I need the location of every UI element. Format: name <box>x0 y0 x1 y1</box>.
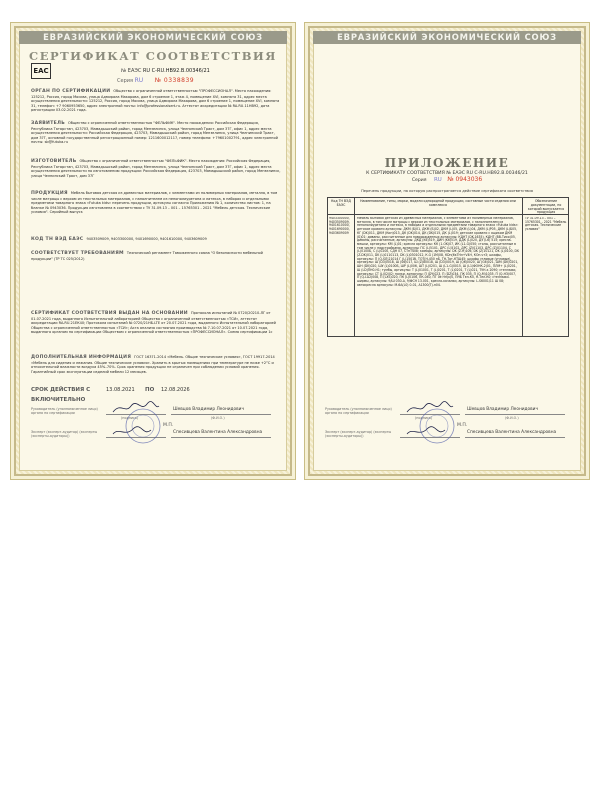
section-heading: СЕРТИФИКАТ СООТВЕТСТВИЯ ВЫДАН НА ОСНОВАНИИ <box>31 311 188 316</box>
section-text: Общество с ограниченной ответственностью "ФЕЛЬФИК". Место нахождения: Российская Федерация, Республика Татарстан, 423703, Мамадышский район, город Мензелинск, улица Челнинский Тракт, дом 37Г, офис 1, адрес места осуществления деятельности: Российская Федерация, 423703, Мамадышский район, город Мензелинск, улица Челнинский Тракт, дом 37Г, основной государственный регистрационный номер: 1211600012117, номер телефона: +79601002791, адрес электронной почты: sb@futuka.ru <box>31 121 278 145</box>
inclusive-label: ВКЛЮЧИТЕЛЬНО <box>31 397 86 403</box>
head-name-line <box>465 414 565 415</box>
expert-name-line <box>171 437 271 438</box>
certificate-page <box>10 22 296 480</box>
section-organ <box>31 89 281 113</box>
section-text: Общество с ограниченной ответственностью "ФЕЛЬФИК". Место нахождения: Российская Федерация, Республика Татарстан, 423703, Мамадышский район, город Мензелинск, улица Челнинский Тракт, дом 37Г, офис 1, адрес места осуществления деятельности по изготовлению продукции: Российская Федерация, 423703, Мамадышский район, город Мензелинск, улица Челнинский Тракт, дом 37Г <box>31 159 281 178</box>
name-hint: (Ф.И.О.) <box>505 416 519 420</box>
series-value: RU <box>134 77 144 84</box>
name-hint: (Ф.И.О.) <box>211 416 225 420</box>
validity-label: СРОК ДЕЙСТВИЯ С <box>31 387 91 393</box>
signature-hint: (подпись) <box>121 416 139 420</box>
section-product <box>31 191 281 215</box>
cert-ref-label: К СЕРТИФИКАТУ СООТВЕТСТВИЯ № ЕАЭС <box>366 171 465 176</box>
table-cell-docs: ТУ 31.09.13 – 001 – 15765301 - 2021 "Мебель детская. Технические условия" <box>525 217 567 232</box>
registration-value: RU C-RU.НВ92.В.00346/21 <box>142 68 210 74</box>
seal-stamp-icon <box>123 406 163 446</box>
registration-label: № ЕАЭС <box>121 68 142 74</box>
section-heading: ПРОДУКЦИЯ <box>31 191 68 196</box>
stamp-place: М.П. <box>163 423 174 428</box>
union-banner: ЕВРАЗИЙСКИЙ ЭКОНОМИЧЕСКИЙ СОЮЗ <box>19 31 287 44</box>
table-cell-products: Мебель бытовая детская из древесных материалов, с элементами из полимерных материалов, металла, в том числе матрацы с верхом из текстильных материалов, с наполнителем из пенополиуретана и латекса, в наборах и отдельными предметами товарного знака «Futuka kids»: детские кровати артикулы: ДКМ (Б)01, ДКМ (Б)02, ДКМ (L)05, ДКМ (L)04, ДКМ (L)Р05, ДКМ (L)Б05, КГ (DK)011, ДКМ (Кин)013, ДК (DK)014, ДК (DK)015, ДК (L)019; детские кровати с ящиком ДКМ (Б)01; диваны, рассчитанные для новорожденных артикулы: КДНТ (DK-1635), КДНТ (ВВ-Тихо)05, диваны, рассчитанные, артикулы: ДКД (K6)519, ДИН (K6)519, ДДК (L)020, ДУ (L6) 515; кресла-мешки, артикулы: КМ (L)01; кресла артикулы: КК (1-OK)07, ИК (L1-G)050; столы, рассчитанные в том числе с надстройками, артикулы: ПС (L)5101, ДРС (L)5102, ДРС (Z)01103, ДРС (Z)01104, С (L)0100Б, С (L)0200, СДН 07, СТнТ408; комоды, артикулы: DK (Z-Н)106, DK (Z)10121, DK (L)0100, DK (Z-DK)011, DK (L)0110113, DK (L)0301012, К.G (1M)08, КDн(6кТНл+V4Н, КОн-чт3; шкафы, артикулы: П (Q-SЛ)21014 Г (L)1501б, ТОТ(Н-450 нБ, ТН-Тот-КТШ45; шкафы угловые (угловые), артикулы: Ш (DЗ)0018, Ш (S6)017, Ш (Z)80018, Ш (DЗ)0019, Ш (Q6)0020, Ш (G6)021, ШМ (DK)0201, ШН (DK)020, ШУ (L)0100Б, ШР (L)006, ШТ (L)0201, Ш (L1-G)0015, Ш (L1/ФОНК-2)01, ПЛМ+ (L)0201, Ш (LD)ПН0-Н1; тумбы, артикулы: Т (L)01001, Т (L)0201, Т (L)0201, Т (L)021, ТУН-к 2090; стеллажи, артикулы: СТ (L)02/02; полки, артикулы: П (DY)023, П (DZ)034, ПК 035, П (Q-М)1035, П (Q-НЗ)007, П (Q-LA2)008, П (LXS)020, ПК (L)0106, ПК-040, ПГ 0е Нн(к)0, ПНБ Тел-К0, Н-Тел-К0; стеллажи-ширмы, артикулы: 9/Ш 030-А, 9/ФСН 13.001, кресла-качалки, артикулы: L-S6001/11 Ш 08; автокресла артикулы: М-6А(L0) 0-01, А1300(Т)-н04. <box>357 217 519 287</box>
section-text: Протокола испытаний № 0720/20210-ЛГ от 01.07.2021 года, выданного Испытательной лабораторией Общества с ограниченной ответственностью «ТСИ», аттестат аккредитации RA.RU.21ЕК40; Протокола испытаний № 0720/21НБ-LTE от 20.07.2021 года, выданного Испытательной лабораторией Общества с ограниченной ответственностью «ТСИ»; Акта анализа состояния производства № 7.10.07.2021 от 10.07.2021 года, выданного органом по сертификации Обществом с ограниченной ответственностью «ПРОФЕССИОНАЛ». Схема сертификации 1с <box>31 311 276 335</box>
section-heading: КОД ТН ВЭД ЕАЭС <box>31 237 84 242</box>
table-cell-codes: 9403300000, 9403509009, 9401610000, 9401690000, 9403609009 <box>329 217 350 235</box>
form-number: № 0943036 <box>447 176 483 183</box>
section-text: Технический регламент Таможенного союза "О безопасности мебельной продукции" (ТР ТС 025/2012) <box>31 251 263 261</box>
series-label: Серия <box>117 78 133 84</box>
appendix-page <box>304 22 590 480</box>
signature-hint: (подпись) <box>415 416 433 420</box>
eac-mark-icon: EAC <box>31 63 51 79</box>
head-name: Шевцов Владимир Леонидович <box>173 407 245 412</box>
form-series <box>117 77 194 84</box>
expert-label: Эксперт (эксперт-аудитор) (эксперты (эксперты-аудиторы)) <box>325 430 392 438</box>
expert-name-line <box>465 437 565 438</box>
section-text: ГОСТ 16371-2014 «Мебель. Общие технические условия», ГОСТ 19917-2014 «Мебель для сидения и лежания. Общие технические условия». Хранить в крытых помещениях при температуре не ниже +2°С и относительной влажности воздуха 45%–70%. Срок хранения продукции не ограничен при соблюдении условий хранения. Гарантийный срок эксплуатации изделий мебели 12 месяцев. <box>31 355 275 374</box>
section-text: Общество с ограниченной ответственностью "ПРОФЕССИОНАЛ". Место нахождения: 125212, Россия, город Москва, улица Адмирала Макарова, дом 6 строение 1, этаж 4, помещение XVI, комната 31, адрес места осуществления деятельности: 125212, Россия, город Москва, улица Адмирала Макарова, дом 6 строение 1, помещение XVI, комната 31, телефон: +7 9060953650, адрес электронной почты: info@professionalsert.ru. Аттестат аккредитации № RA.RU.11НВ92, дата регистрации 03.02.2021 года. <box>31 89 280 113</box>
stamp-place: М.П. <box>457 423 468 428</box>
appendix-title: ПРИЛОЖЕНИЕ <box>384 156 510 170</box>
expert-name: Спесивцева Валентина Александровна <box>467 430 557 435</box>
certificate-title: СЕРТИФИКАТ СООТВЕТСТВИЯ <box>29 49 277 63</box>
section-requirements <box>31 251 281 261</box>
expert-name: Спесивцева Валентина Александровна <box>173 430 263 435</box>
expert-label: Эксперт (эксперт-аудитор) (эксперты (эксперты-аудиторы)) <box>31 430 98 438</box>
cert-number: RU C-RU.НВ92.В.00346/21 <box>466 171 528 176</box>
union-banner: ЕВРАЗИЙСКИЙ ЭКОНОМИЧЕСКИЙ СОЮЗ <box>313 31 581 44</box>
section-heading: СООТВЕТСТВУЕТ ТРЕБОВАНИЯМ <box>31 251 124 256</box>
appendix-cert-reference <box>305 171 589 183</box>
section-manufacturer <box>31 159 281 178</box>
series-value: RU <box>433 177 442 183</box>
header-code: Код ТН ВЭД ЕАЭС <box>331 199 351 207</box>
header-docs: Обозначение документации, по которой выпускается продукция <box>527 199 565 215</box>
section-text: 9403509009, 9403300000, 9401690000, 9401610000, 9403609009 <box>86 237 207 241</box>
form-number: № 0338839 <box>154 77 195 84</box>
head-label: Руководитель (уполномоченное лицо) органа по сертификации <box>325 407 392 415</box>
section-additional-info <box>31 355 281 374</box>
date-from: 13.08.2021 <box>106 387 135 393</box>
seal-stamp-icon <box>417 406 457 446</box>
section-heading: ЗАЯВИТЕЛЬ <box>31 121 65 126</box>
section-tnved <box>31 237 281 243</box>
date-to: 12.08.2026 <box>161 387 190 393</box>
section-text: Мебель бытовая детская из древесных материалов, с элементами из полимерных материалов, металла, в том числе матрацы с верхом из текстильных материалов, с наполнителем из пенополиуретана и латекса, в наборах и отдельными предметами товарного знака «Futuka kids» перечень продукции, артикулы согласно Приложению № 1, количество листов: 1, на бланке № 0943036. Продукция изготовлена в соответствии с ТУ 31.09.13 – 001 – 15765301 - 2021 "Мебель детская. Технические условия". Серийный выпуск <box>31 191 278 215</box>
head-label: Руководитель (уполномоченное лицо) органа по сертификации <box>31 407 98 415</box>
head-name-line <box>171 414 271 415</box>
product-table <box>327 197 569 337</box>
section-heading: ОРГАН ПО СЕРТИФИКАЦИИ <box>31 89 111 94</box>
head-name: Шевцов Владимир Леонидович <box>467 407 539 412</box>
header-products: Наименование, типы, марки, модели однородной продукции, составные части изделия или комплекса <box>360 199 516 207</box>
section-heading: ДОПОЛНИТЕЛЬНАЯ ИНФОРМАЦИЯ <box>31 355 132 360</box>
registration-number <box>121 68 210 74</box>
series-label: Серия <box>411 178 427 183</box>
section-heading: ИЗГОТОВИТЕЛЬ <box>31 159 77 164</box>
section-applicant <box>31 121 281 145</box>
validity-to-label: ПО <box>145 387 155 393</box>
appendix-subtitle: Перечень продукции, на которую распространяется действие сертификата соответствия <box>361 189 533 193</box>
section-basis <box>31 311 281 335</box>
